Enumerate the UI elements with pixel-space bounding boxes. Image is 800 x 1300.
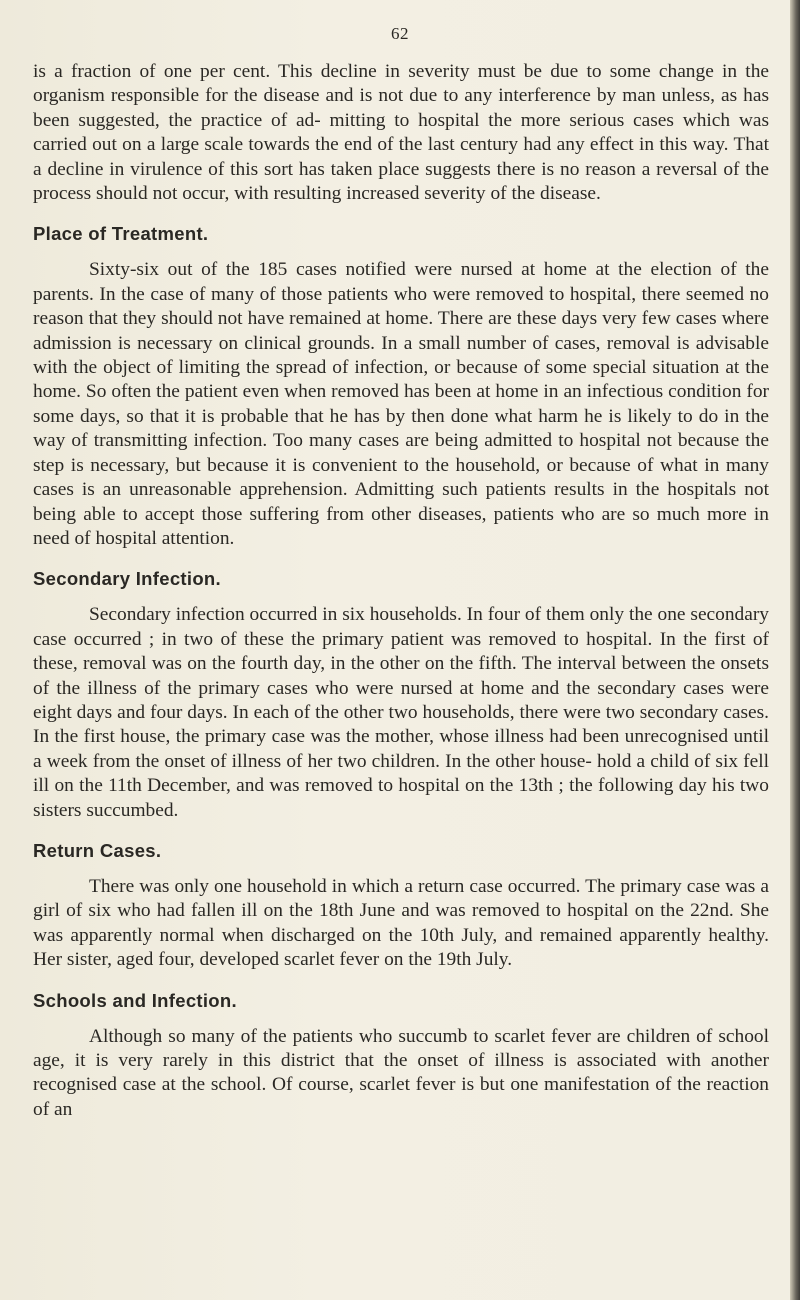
section-heading: Schools and Infection. <box>33 989 237 1011</box>
section-return-cases <box>33 839 769 973</box>
section-paragraph: Sixty-six out of the 185 cases notified were nursed at home at the election of the parents. In the case of many of those patients who were removed to hospital, there seemed no reason that they should not have remained at home. There are these days very few cases where admission is necessary on clinical grounds. In a small number of cases, removal is advisable with the object of limiting the spread of infection, or because of some special situation at the home. So often the patient even when removed has been at home in an infectious condition for some days, so that it is probable that he has by then done what harm he is likely to do in the way of transmitting infection. Too many cases are being admitted to hospital not because the step is necessary, but because it is convenient to the household, or because of what in many cases is an unreasonable apprehension. Admitting such patients results in the hospitals not being able to accept those suffering from other diseases, patients who are so much more in need of hospital attention. <box>33 259 769 549</box>
section-heading: Place of Treatment. <box>33 223 209 245</box>
section-schools-and-infection <box>33 989 769 1123</box>
section-secondary-infection <box>33 567 769 823</box>
section-paragraph: Secondary infection occurred in six households. In four of them only the one secondary case occurred ; in two of these the primary patient was removed to hospital. In the first of these, removal was on the fourth day, in the other on the fifth. The interval between the onsets of the illness of the primary cases who were nursed at home and the secondary cases were eight days and four days. In each of the other two households, there were two secondary cases. In the first house, the primary case was the mother, whose illness had been unrecognised until a week from the onset of illness of her two children. In the other house- hold a child of six fell ill on the 11th December, and was removed to hospital on the 13th ; the following day his two sisters succumbed. <box>33 604 769 821</box>
page-number: 62 <box>391 24 409 43</box>
section-heading: Secondary Infection. <box>33 568 221 590</box>
page-body <box>33 60 769 1122</box>
section-paragraph: Although so many of the patients who succumb to scarlet fever are children of school age, it is very rarely in this district that the onset of illness is associated with another recognised case at the school. Of course, scarlet fever is but one manifestation of the reaction of an <box>33 1025 769 1120</box>
intro-paragraph: is a fraction of one per cent. This decline in severity must be due to some change in the organism responsible for the disease and is not due to any interference by man unless, as has been suggested, the practice of ad- mitting to hospital the more serious cases which was carried out on a large scale towards the end of the last century had any effect in this way. That a decline in virulence of this sort has taken place suggests there is no reason a reversal of the process should not occur, with resulting increased severity of the disease. <box>33 61 769 205</box>
section-place-of-treatment <box>33 222 769 551</box>
page-edge-shadow <box>790 0 800 1300</box>
section-heading: Return Cases. <box>33 839 162 861</box>
section-paragraph: There was only one household in which a return case occurred. The primary case was a girl of six who had fallen ill on the 18th June and was removed to hospital on the 22nd. She was apparently normal when discharged on the 10th July, and remained apparently healthy. Her sister, aged four, developed scarlet fever on the 19th July. <box>33 875 769 971</box>
